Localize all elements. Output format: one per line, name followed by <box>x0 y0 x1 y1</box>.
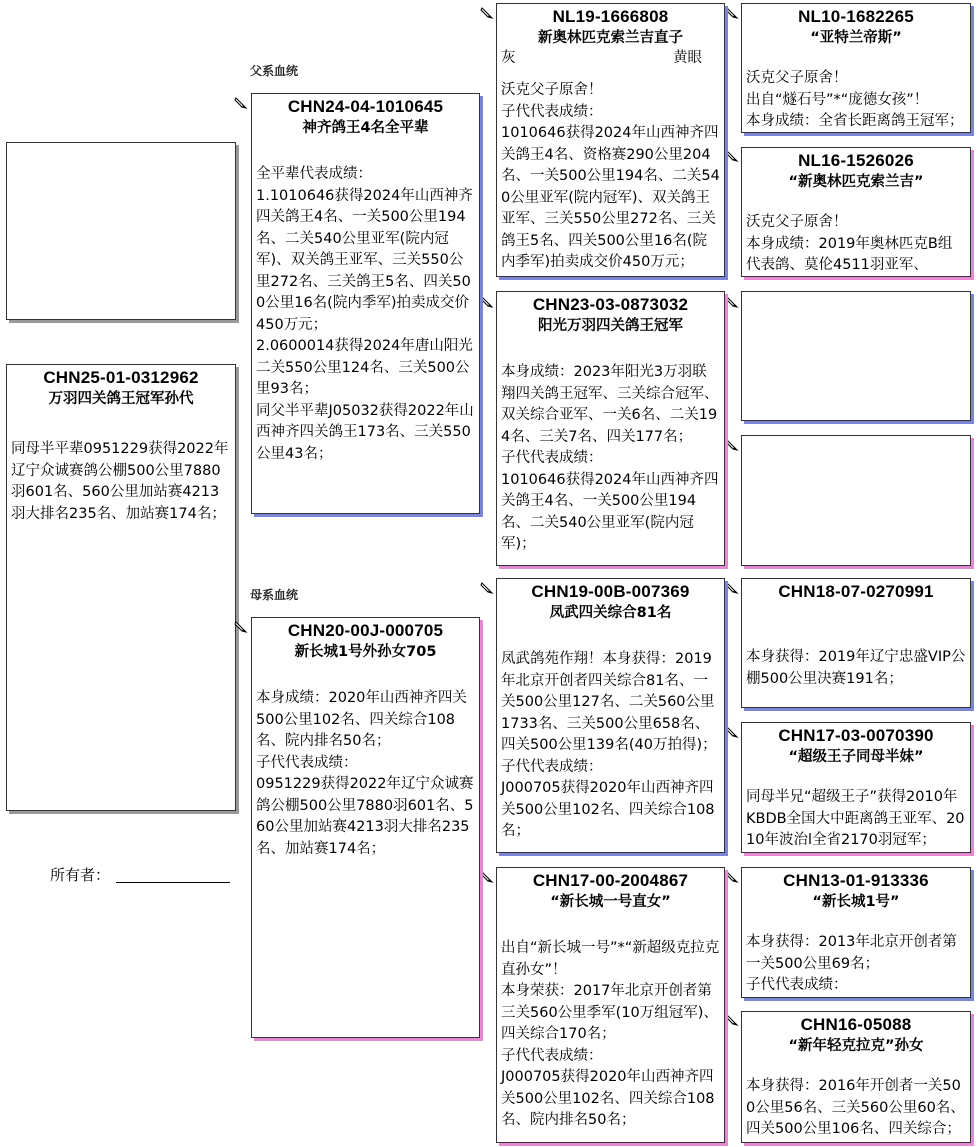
sire-sire-sire-card[interactable] <box>741 3 971 133</box>
sire-ring-number: CHN24-04-1010645 <box>287 97 444 116</box>
edit-pencil-icon[interactable] <box>725 294 739 308</box>
ddd-ring-number: CHN16-05088 <box>800 1015 912 1034</box>
subject-notes: 同母半平辈0951229获得2022年辽宁众诚赛鸽公棚500公里7880羽601名、560公里加站赛4213羽大排名235名、加站赛174名； <box>11 441 229 522</box>
dam-sire-notes: 凤武鸽苑作翔！本身获得：2019年北京开创者四关综合81名、一关500公里127名、二关560公里1733名、三关500公里658名、四关500公里139名(40万拍得)； 子代代表成绩： J000705获得2020年山西神齐四关500公里102名、四关综合108名； <box>501 651 717 839</box>
eye-color: 黄眼 <box>673 50 702 66</box>
ssd-ring-number: NL16-1526026 <box>798 151 914 170</box>
ddd-notes: 本身获得：2016年开创者一关500公里56名、三关560公里60名、四关500公里106名、四关综合； <box>746 1078 965 1137</box>
dam-ring-number: CHN20-00J-000705 <box>287 621 444 640</box>
sire-sire-card[interactable] <box>496 3 725 277</box>
sire-dam-ring-number: CHN23-03-0873032 <box>532 295 689 314</box>
dds-notes: 本身获得：2013年北京开创者第一关500公里69名； 子代代表成绩： <box>746 934 957 993</box>
edit-pencil-icon[interactable] <box>234 619 248 633</box>
dam-sire-dam-card[interactable] <box>741 722 971 853</box>
edit-pencil-icon[interactable] <box>480 869 494 883</box>
edit-pencil-icon[interactable] <box>725 580 739 594</box>
subject-pigeon-card[interactable] <box>6 364 236 811</box>
dss-notes: 本身获得：2019年辽宁忠盛VIP公棚500公里决赛191名； <box>746 649 966 687</box>
sire-sire-notes: 沃克父子原舍！ 子代代表成绩： 1010646获得2024年山西神齐四关鸽王4名、资格赛290公里204名、一关500公里194名、二关540公里亚军(院内冠军)、双关鸽王亚军、三关550公里272名、三关鸽王5名、四关500公里16名(院内季军)拍卖成交价450万元； <box>501 82 720 270</box>
plumage-color: 灰 <box>501 50 516 66</box>
subject-name: 万羽四关鸽王冠军孙代 <box>48 391 194 407</box>
dam-dam-ring-number: CHN17-00-2004867 <box>532 871 689 890</box>
dds-ring-number: CHN13-01-913336 <box>783 871 929 890</box>
sire-name: 神齐鸽王4名全平辈 <box>302 120 429 136</box>
sire-sire-color-eye-row <box>497 48 724 68</box>
sire-sire-ring-number: NL19-1666808 <box>552 7 669 26</box>
edit-pencil-icon[interactable] <box>234 95 248 109</box>
ddd-name: “新年轻克拉克”孙女 <box>788 1038 924 1054</box>
owner-field[interactable] <box>116 882 230 883</box>
sire-dam-name: 阳光万羽四关鸽王冠军 <box>538 318 683 334</box>
dam-sire-name: 凤武四关综合81名 <box>549 605 672 621</box>
photo-placeholder[interactable] <box>6 142 236 320</box>
dss-ring-number: CHN18-07-0270991 <box>778 582 934 601</box>
dss-name <box>742 603 970 623</box>
ssd-name: “新奥林匹克索兰吉” <box>788 174 924 190</box>
edit-pencil-icon[interactable] <box>480 580 494 594</box>
dsd-ring-number: CHN17-03-0070390 <box>778 726 934 745</box>
sss-ring-number: NL10-1682265 <box>798 7 914 26</box>
owner-label: 所有者： <box>50 866 111 884</box>
dam-sire-sire-card[interactable] <box>741 578 971 708</box>
sire-line-label: 父系血统 <box>250 64 299 78</box>
dam-dam-dam-card[interactable] <box>741 1011 971 1143</box>
sire-sire-dam-card[interactable] <box>741 147 971 277</box>
sire-card[interactable] <box>251 93 480 514</box>
edit-pencil-icon[interactable] <box>725 724 739 738</box>
edit-pencil-icon[interactable] <box>480 294 494 308</box>
dam-name: 新长城1号外孙女705 <box>294 644 437 660</box>
ssd-notes: 沃克父子原舍！ 本身成绩：2019年奥林匹克B组代表鸽、莫伦4511羽亚军、 <box>746 214 953 273</box>
sire-dam-notes: 本身成绩：2023年阳光3万羽联翔四关鸽王冠军、三关综合冠军、双关综合亚军、一关6名、二关194名、三关7名、四关177名； 子代代表成绩： 1010646获得2024年山西神齐四关鸽王4名、一关500公里194名、二关540公里亚军(院内冠军)； <box>501 364 719 552</box>
dam-dam-name: “新长城一号直女” <box>550 894 671 910</box>
sss-notes: 沃克父子原舍！ 出自“燧石号”*“庞德女孩”！ 本身成绩：全省长距离鸽王冠军； <box>746 70 964 129</box>
edit-pencil-icon[interactable] <box>725 437 739 451</box>
sire-sire-name: 新奥林匹克索兰吉直子 <box>538 30 683 46</box>
dam-line-label: 母系血统 <box>250 588 299 602</box>
dsd-name: “超级王子同母半妹” <box>788 749 924 765</box>
dam-dam-sire-card[interactable] <box>741 867 971 998</box>
subject-ring-number: CHN25-01-0312962 <box>43 368 199 387</box>
sire-notes: 全平辈代表成绩： 1.1010646获得2024年山西神齐四关鸽王4名、一关500公里194名、二关540公里亚军(院内冠军)、双关鸽王亚军、三关550公里272名、三关鸽王5名、四关500公里16名(院内季军)拍卖成交价450万元； 2.0600014获得2024年唐山阳光二关550公里124名、三关500公里93名； 同父半平辈J05032获得2022年山西神齐四关鸽王173名、三关550公里43名； <box>256 166 474 462</box>
edit-pencil-icon[interactable] <box>725 869 739 883</box>
dam-card[interactable] <box>251 617 480 1038</box>
dam-notes: 本身成绩：2020年山西神齐四关500公里102名、四关综合108名、院内排名50名； 子代代表成绩： 0951229获得2022年辽宁众诚赛鸽公棚500公里7880羽601名、560公里加站赛4213羽大排名235名、加站赛174名； <box>256 690 474 857</box>
edit-pencil-icon[interactable] <box>480 5 494 19</box>
edit-pencil-icon[interactable] <box>725 148 739 162</box>
sss-name: “亚特兰帝斯” <box>810 30 902 46</box>
sire-dam-sire-card[interactable] <box>741 291 971 421</box>
dam-sire-card[interactable] <box>496 578 725 853</box>
dam-sire-ring-number: CHN19-00B-007369 <box>531 582 690 601</box>
dam-dam-card[interactable] <box>496 867 725 1143</box>
dam-dam-notes: 出自“新长城一号”*“新超级克拉克直孙女”！ 本身荣获：2017年北京开创者第三关560公里季军(10万组冠军)、四关综合170名； 子代代表成绩： J000705获得2020年山西神齐四关500公里102名、四关综合108名、院内排名50名； <box>501 940 720 1128</box>
dds-name: “新长城1号” <box>812 894 900 910</box>
sire-dam-card[interactable] <box>496 291 725 566</box>
dsd-notes: 同母半兄“超级王子”获得2010年KBDB全国大中距离鸽王亚军、2010年波治l全省2170羽冠军； <box>746 789 965 848</box>
edit-pencil-icon[interactable] <box>725 5 739 19</box>
edit-pencil-icon[interactable] <box>725 1012 739 1026</box>
sire-dam-dam-card[interactable] <box>741 435 971 566</box>
